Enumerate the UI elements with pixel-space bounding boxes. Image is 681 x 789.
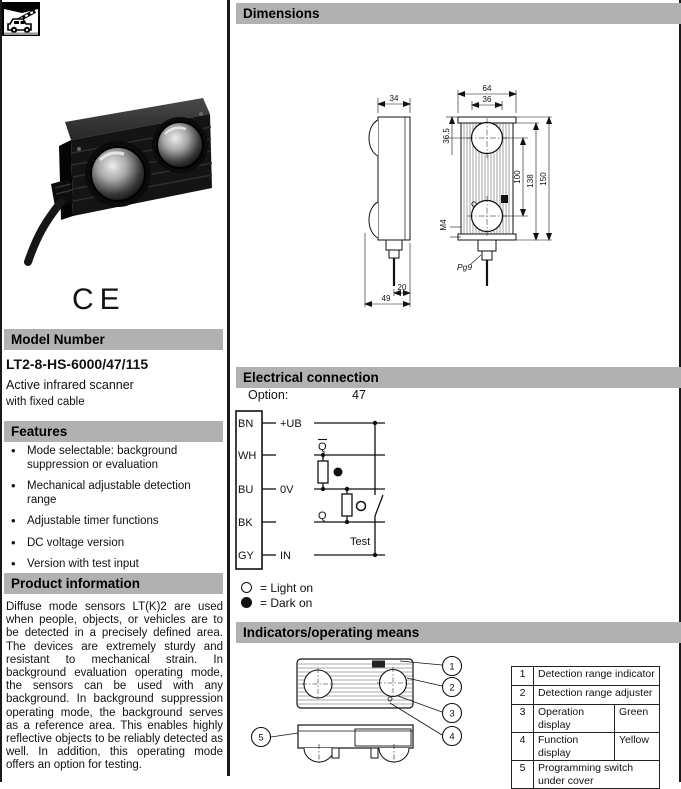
- product-photo: [15, 52, 220, 277]
- indicator-bottom-view: [298, 725, 413, 764]
- table-row: [512, 733, 660, 761]
- svg-text:150: 150: [539, 172, 548, 186]
- dark-on-dot: [334, 468, 343, 477]
- sensor-lens-left: [85, 141, 151, 207]
- table-row: [512, 705, 660, 733]
- row-label: Detection range indicator: [534, 667, 660, 686]
- row-label: Function display: [534, 733, 615, 761]
- svg-text:M4: M4: [439, 219, 448, 231]
- svg-text:36: 36: [482, 95, 492, 104]
- front-view: [458, 117, 516, 286]
- option-value: 47: [352, 388, 366, 402]
- svg-text:BN: BN: [238, 418, 254, 430]
- ce-mark: CE: [72, 283, 126, 316]
- product-information-text: Diffuse mode sensors LT(K)2 are used when people, objects, or vehicles are to be detected in a precisely defined area. The devices are extremely sturdy and resistant to mechanical strain. In background evaluation operating mode, the sensors can be used with any background. In background suppression operating mode, the background serves as a reference area. This enables highly reflective objects to be reliably detected as well. In addition, this operating mode offers an option for testing.: [6, 601, 223, 772]
- model-type: Active infrared scanner: [6, 378, 134, 392]
- section-header-electrical-connection: Electrical connection: [236, 367, 681, 388]
- svg-text:0V: 0V: [280, 484, 294, 496]
- row-number: 5: [512, 761, 534, 789]
- svg-text:1: 1: [449, 661, 455, 673]
- terminal-labels: [280, 418, 302, 562]
- range-indicator-window: [372, 661, 385, 668]
- legend-dark-on: [241, 595, 313, 610]
- indicators-drawing: [240, 646, 475, 780]
- row-value: Green: [615, 705, 660, 733]
- svg-text:BK: BK: [238, 517, 253, 529]
- cable: [28, 202, 61, 262]
- row-number: 1: [512, 667, 534, 686]
- svg-text:BU: BU: [238, 484, 254, 496]
- row-label: Detection range adjuster: [534, 686, 660, 705]
- row-value: Yellow: [615, 733, 660, 761]
- row-label: Programming switch under cover: [534, 761, 660, 789]
- page-left-border: [0, 0, 2, 782]
- row-number: 3: [512, 705, 534, 733]
- svg-text:+UB: +UB: [280, 418, 302, 430]
- svg-text:WH: WH: [238, 450, 257, 462]
- open-circle-icon: [241, 582, 252, 593]
- indicators-table: [511, 666, 660, 789]
- feature-item: • Mode selectable: background suppression or evaluation: [6, 445, 223, 472]
- svg-text:Pg9: Pg9: [457, 262, 473, 272]
- svg-text:49: 49: [381, 294, 391, 303]
- legend-light-on: [241, 580, 313, 595]
- housing-label: [501, 195, 508, 203]
- side-view: [369, 117, 410, 286]
- feature-item: • Adjustable timer functions: [6, 515, 223, 529]
- svg-text:Q: Q: [318, 510, 327, 522]
- feature-item: • Mechanical adjustable detection range: [6, 480, 223, 507]
- section-header-product-information: Product information: [4, 573, 223, 594]
- svg-text:IN: IN: [280, 550, 291, 562]
- section-header-dimensions: Dimensions: [236, 3, 681, 24]
- row-label: Operation display: [534, 705, 615, 733]
- svg-text:2: 2: [449, 682, 455, 694]
- q-bar-load: [318, 440, 343, 492]
- dimensions-drawing: [340, 83, 575, 318]
- sensor-lens-right: [152, 117, 208, 173]
- table-row: [512, 667, 660, 686]
- q-load: [318, 487, 366, 524]
- row-number: 4: [512, 733, 534, 761]
- svg-text:Q: Q: [318, 441, 327, 453]
- svg-text:34: 34: [389, 94, 399, 103]
- model-cable-note: with fixed cable: [6, 396, 85, 408]
- section-header-indicators: Indicators/operating means: [236, 622, 681, 643]
- svg-text:138: 138: [526, 174, 535, 188]
- filled-circle-icon: [241, 597, 252, 608]
- svg-text:GY: GY: [238, 550, 254, 562]
- svg-text:36.5: 36.5: [442, 128, 451, 144]
- svg-text:100: 100: [513, 170, 522, 184]
- car-under-barrier-icon: [2, 2, 40, 36]
- svg-text:64: 64: [482, 84, 492, 93]
- light-on-dot: [357, 502, 366, 511]
- section-header-features: Features: [4, 421, 223, 442]
- feature-item: • DC voltage version: [6, 537, 223, 551]
- column-divider: [227, 0, 230, 776]
- legend-light-on-text: = Light on: [260, 580, 314, 595]
- svg-text:20: 20: [397, 283, 407, 292]
- wiring-diagram: [234, 406, 484, 578]
- svg-text:4: 4: [449, 731, 455, 743]
- table-row: [512, 686, 660, 705]
- table-row: [512, 761, 660, 789]
- svg-text:Test: Test: [350, 536, 371, 548]
- switching-legend: [241, 580, 313, 610]
- svg-text:5: 5: [258, 732, 264, 744]
- section-header-model-number: Model Number: [4, 329, 223, 350]
- legend-dark-on-text: = Dark on: [260, 595, 313, 610]
- model-number-value: LT2-8-HS-6000/47/115: [6, 356, 149, 372]
- indicator-front-view: [297, 659, 413, 708]
- option-label: Option:: [248, 388, 289, 402]
- svg-text:3: 3: [449, 708, 455, 720]
- row-number: 2: [512, 686, 534, 705]
- feature-item: • Version with test input: [6, 558, 223, 572]
- features-list: [6, 445, 223, 580]
